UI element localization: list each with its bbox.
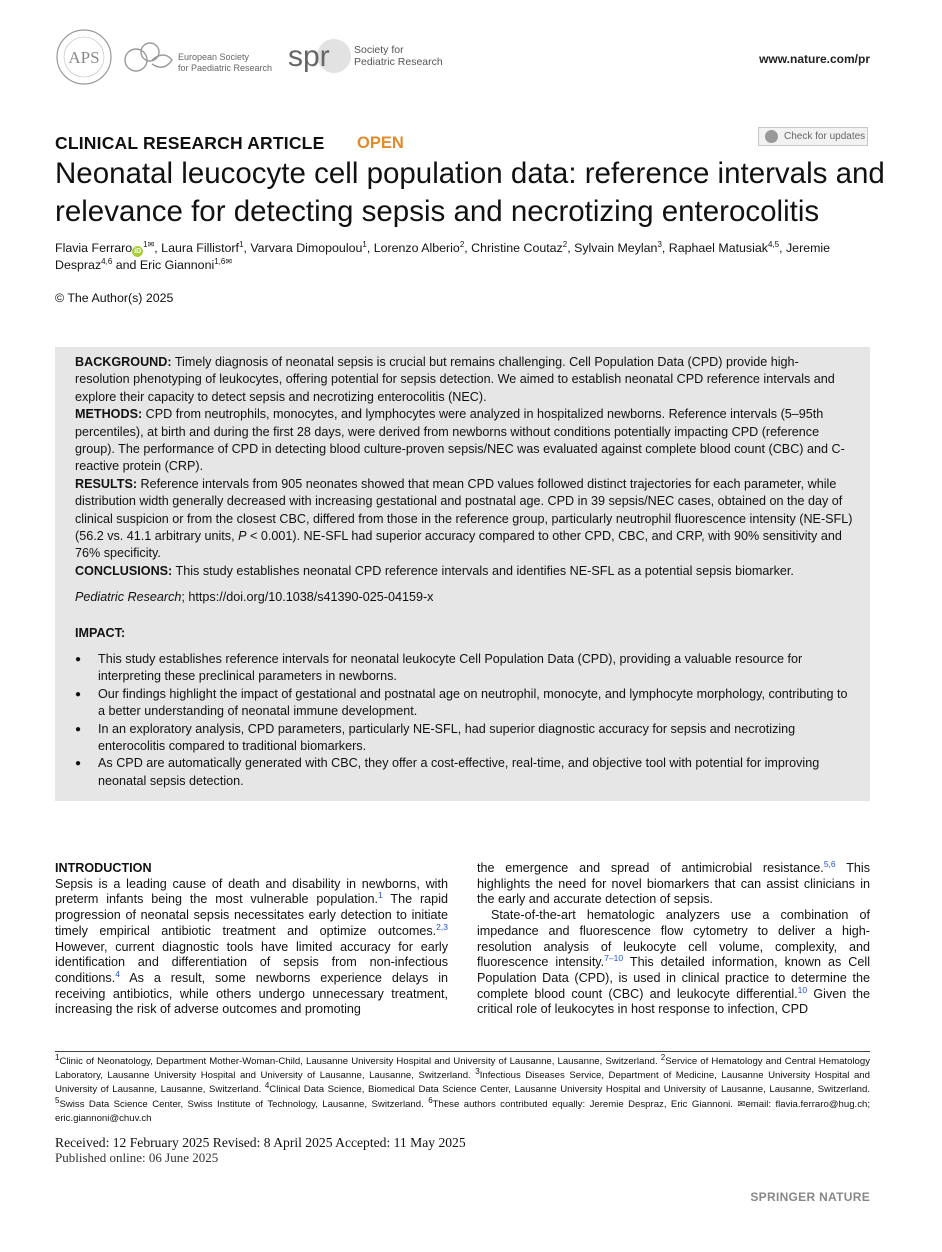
author-name[interactable]: Varvara Dimopoulou xyxy=(250,241,363,255)
orcid-icon[interactable]: iD xyxy=(134,248,142,255)
impact-item: ● As CPD are automatically generated with CBC, they offer a cost-effective, real-time, and objective tool with potential for improving neonatal sepsis detection. xyxy=(75,755,853,790)
author-name[interactable]: Jeremie Despraz xyxy=(55,241,831,272)
body-column-right xyxy=(477,858,871,1018)
check-updates-label: Check for updates xyxy=(784,131,866,142)
author-name[interactable]: Eric Giannoni xyxy=(139,258,215,272)
aps-logo xyxy=(55,28,113,86)
aps-logo-text: APS xyxy=(68,48,100,67)
journal-site-link[interactable]: www.nature.com/pr xyxy=(759,52,870,66)
received-dates: Received: 12 February 2025 Revised: 8 April 2025 Accepted: 11 May 2025 xyxy=(55,1135,466,1150)
spr-mark-text: spr xyxy=(288,40,330,73)
article-title: Neonatal leucocyte cell population data: reference intervals and relevance for detecting sepsis and necrotizing enterocolitis xyxy=(55,157,885,228)
doi-link[interactable]: ; https://doi.org/10.1038/s41390-025-04159-x xyxy=(181,590,434,604)
author-name[interactable]: Lorenzo Alberio xyxy=(373,241,460,255)
citation-ref[interactable]: 2,3 xyxy=(436,921,448,932)
spr-logo xyxy=(286,38,443,81)
spr-mark-icon xyxy=(286,38,352,76)
body-column-left xyxy=(55,861,448,1018)
email-icon[interactable]: ✉ xyxy=(147,239,155,249)
author-name[interactable]: Christine Coutaz xyxy=(471,241,563,255)
copyright: © The Author(s) 2025 xyxy=(55,291,174,305)
author-name[interactable]: Laura Fillistorf xyxy=(161,241,239,255)
footnote-divider xyxy=(55,1051,870,1052)
author-name[interactable]: Raphael Matusiak xyxy=(668,241,768,255)
spr-logo-text: Society for Pediatric Research xyxy=(354,44,443,68)
author-list: Flavia Ferraro $iD^{1✉}$, Laura Fillistorf$^1$, Varvara Dimopoulou$^1$, Lorenzo Alberio$^2$, Christine Coutaz$^2$, Sylvain Meylan$^3$, Raphael Matusiak$^{4,5}$, Jeremie Despraz$^{4,6}$ and Eric Giannoni$^{1,6✉}$ xyxy=(55,239,831,272)
doi-citation xyxy=(75,589,853,606)
affiliations-footnote: $^1$Clinic of Neonatology, Department Mother-Woman-Child, Lausanne University Hospital and University of Lausanne, Lausanne, Switzerland. $^2$Service of Hematology and Central Hematology Laboratory, Lausanne University Hospital and University of Lausanne, Lausanne, Switzerland. $^3$Infectious Diseases Service, Department of Medicine, Lausanne University Hospital and University of Lausanne, Lausanne, Switzerland. $^4$Clinical Data Science, Biomedical Data Science Center, Lausanne University Hospital and University of Lausanne, Lausanne, Switzerland. $^5$Swiss Data Science Center, Swiss Institute of Technology, Lausanne, Switzerland. $^6$These authors contributed equally: Jeremie Despraz, Eric Giannoni. ✉email: flavia.ferraro@hug.ch; eric.giannoni@chuv.ch xyxy=(55,1052,871,1124)
open-access-badge: OPEN xyxy=(357,134,404,152)
intro-paragraph-2: State-of-the-art hematologic analyzers use a combination of impedance and fluorescence flow cytometry to deliver a high-resolution analysis of leukocyte cell volume, complexity, and fluorescence intensity.$^{7-10}$ This detailed information, known as Cell Population Data (CPD), is used in clinical practice to determine the complete blood count (CBC) and leukocyte differential.$^{10}$ Given the critical role of leukocytes in host response to infection, CPD xyxy=(477,908,871,1017)
abstract-text: BACKGROUND: Timely diagnosis of neonatal sepsis is crucial but remains challenging. Cell Population Data (CPD) provide high-resolution phenotyping of leukocytes, offering potential for sepsis detection. We aimed to establish neonatal CPD reference intervals and explore their capacity to detect sepsis and necrotizing enterocolitis (NEC). METHODS: CPD from neutrophils, monocytes, and lymphocytes were analyzed in hospitalized newborns. Reference intervals (5–95th percentiles), at birth and during the first 28 days, were derived from newborns without conditions potentially impacting CPD (reference group). The performance of CPD in detecting blood culture-proven sepsis/NEC was evaluated against complete blood count (CBC) and C-reactive protein (CRP). RESULTS: Reference intervals from 905 neonates showed that mean CPD values followed distinct trajectories for each parameter, while distribution width generally decreased with increasing gestational and postnatal age. CPD in 39 sepsis/NEC cases, obtained on the day of clinical suspicion or from the closest CBC, differed from those in the reference group, particularly neutrophil fluorescence intensity (NE-SFL) (56.2 vs. 41.1 arbitrary units, P < 0.001). NE-SFL had superior accuracy compared to other CPD, CBC, and CRP, with 90% sensitivity and 76% specificity. CONCLUSIONS: This study establishes neonatal CPD reference intervals and identifies NE-SFL as a potential sepsis biomarker. xyxy=(75,355,853,578)
journal-name: Pediatric Research xyxy=(75,590,182,604)
abstract-background: Timely diagnosis of neonatal sepsis is crucial but remains challenging. Cell Population Data (CPD) provide high-resolution phenotyping of leukocytes, offering potential for sepsis detection. We aimed to establish neonatal CPD reference intervals and explore their capacity to detect sepsis and necrotizing enterocolitis (NEC). xyxy=(75,355,835,404)
impact-list xyxy=(75,651,853,790)
email-icon[interactable]: ✉ xyxy=(225,256,233,266)
published-date: Published online: 06 June 2025 xyxy=(55,1150,219,1165)
abstract-methods: CPD from neutrophils, monocytes, and lymphocytes were analyzed in hospitalized newborns. Reference intervals (5–95th percentiles), at birth and during the first 28 days, were derived from newborns without conditions potentially impacting CPD (reference group). The performance of CPD in detecting blood culture-proven sepsis/NEC was evaluated against complete blood count (CBC) and C-reactive protein (CRP). xyxy=(75,407,845,474)
abstract-conclusions: This study establishes neonatal CPD reference intervals and identifies NE-SFL as a potential sepsis biomarker. xyxy=(175,563,794,578)
check-for-updates-button[interactable] xyxy=(758,127,868,146)
intro-paragraph-1b: the emergence and spread of antimicrobial resistance.$^{5,6}$ This highlights the need for novel biomarkers that can assist clinicians in the early and accurate detection of sepsis. xyxy=(477,858,870,907)
abstract-results: Reference intervals from 905 neonates showed that mean CPD values followed distinct trajectories for each parameter, while distribution width generally decreased with increasing gestational and postnatal age. CPD in 39 sepsis/NEC cases, obtained on the day of clinical suspicion or from the closest CBC, differed from those in the reference group, particularly neutrophil fluorescence intensity (NE-SFL) (56.2 vs. 41.1 arbitrary units, xyxy=(75,476,853,544)
author-name[interactable]: Flavia Ferraro xyxy=(55,241,133,255)
correspondence-email[interactable]: email: flavia.ferraro@hug.ch; eric.giannoni@chuv.ch xyxy=(55,1098,870,1124)
impact-item: ● Our findings highlight the impact of gestational and postnatal age on neutrophil, monocyte, and lymphocyte morphology, contributing to a better understanding of neonatal immune development. xyxy=(75,686,853,721)
email-icon: ✉ xyxy=(737,1098,746,1110)
citation-ref[interactable]: 4 xyxy=(115,968,120,979)
esp-mark-icon xyxy=(122,40,176,74)
intro-paragraph-1a: Sepsis is a leading cause of death and disability in newborns, with preterm infants being the most vulnerable population.$^1$ The rapid progression of neonatal sepsis necessitates early detection to initiate timely empirical antibiotic treatment and optimize outcomes.$^{2,3}$ However, current diagnostic tools have limited accuracy for early identification and differentiation of sepsis from non-infectious conditions.$^4$ As a result, some newborns experience delays in receiving antibiotics, while others undergo unnecessary treatment, increasing the risk of adverse outcomes and promoting xyxy=(55,876,448,1017)
esp-logo xyxy=(122,40,273,79)
abstract-box xyxy=(55,347,870,801)
impact-item: ● This study establishes reference intervals for neonatal leukocyte Cell Population Data (CPD), providing a valuable resource for interpreting these preclinical parameters in newborns. xyxy=(75,651,853,686)
check-updates-icon xyxy=(765,130,778,143)
citation-ref[interactable]: 7–10 xyxy=(604,953,624,964)
impact-heading: IMPACT: xyxy=(75,626,126,640)
introduction-heading: INTRODUCTION xyxy=(55,861,152,875)
publisher-logo: SPRINGER NATURE xyxy=(750,1190,870,1204)
article-type: CLINICAL RESEARCH ARTICLE xyxy=(55,133,325,153)
esp-logo-text: European Society for Paediatric Research xyxy=(178,52,273,73)
impact-item: ● In an exploratory analysis, CPD parameters, particularly NE-SFL, had superior diagnostic accuracy for sepsis and necrotizing enterocolitis compared to traditional biomarkers. xyxy=(75,721,853,756)
citation-ref[interactable]: 5,6 xyxy=(823,858,836,869)
citation-ref[interactable]: 10 xyxy=(797,984,808,995)
citation-ref[interactable]: 1 xyxy=(378,890,383,901)
author-name[interactable]: Sylvain Meylan xyxy=(574,241,658,255)
